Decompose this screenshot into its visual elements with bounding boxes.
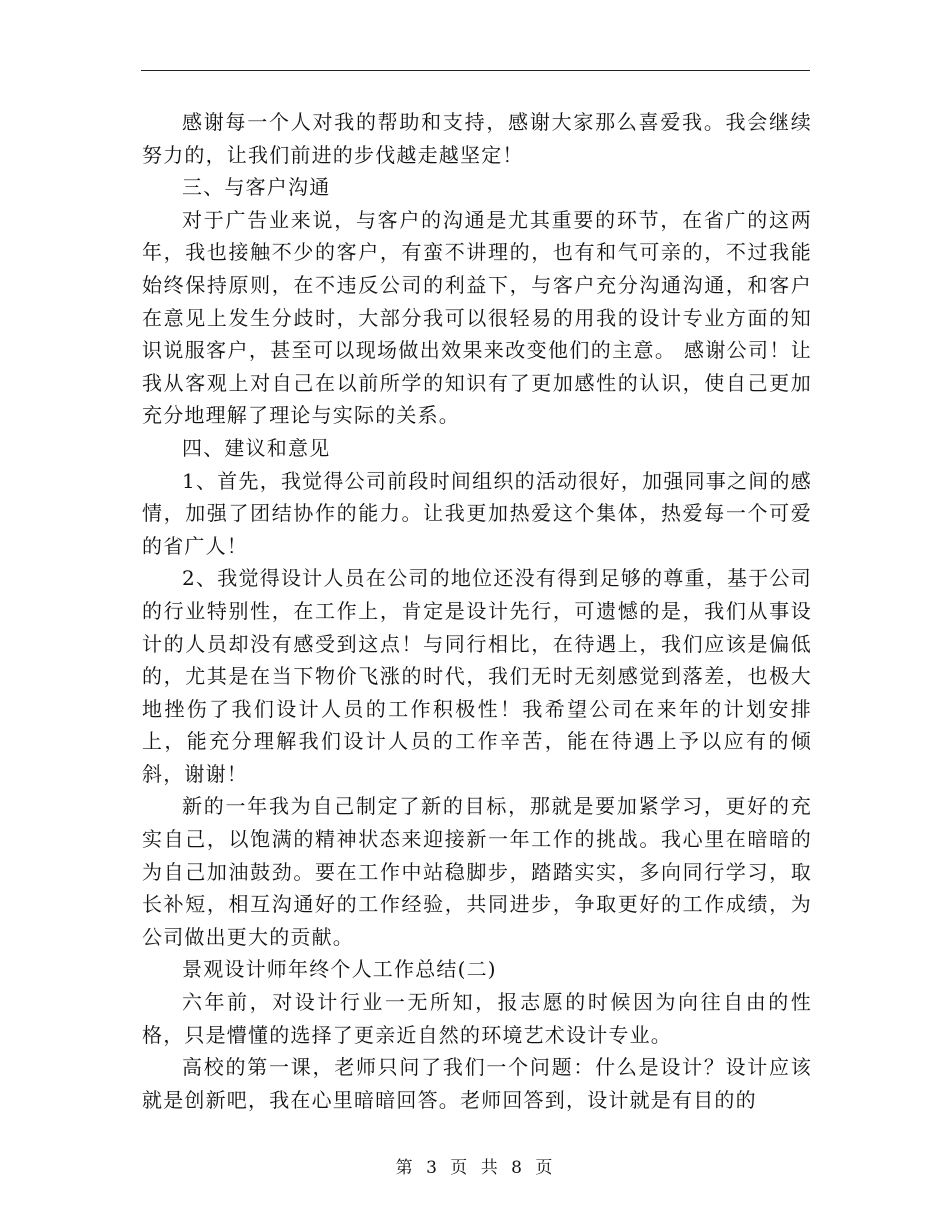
- header-rule: [141, 70, 810, 71]
- page-footer: [0, 1153, 950, 1178]
- section-heading-client-communication: 三、与客户沟通: [182, 175, 331, 200]
- paragraph-first-class: 高校的第一课，老师只问了我们一个问题：什么是设计？设计应该就是创新吧，我在心里暗暗回答。老师回答到，设计就是有目的的: [142, 1055, 812, 1112]
- paragraph-six-years-ago: 六年前，对设计行业一无所知，报志愿的时候因为向往自由的性格，只是懵懂的选择了更亲近自然的环境艺术设计专业。: [142, 990, 812, 1047]
- paragraph-thanks: 感谢每一个人对我的帮助和支持，感谢大家那么喜爱我。我会继续努力的，让我们前进的步伐越走越坚定！: [142, 110, 812, 167]
- paragraph-suggestion-1: 1、首先，我觉得公司前段时间组织的活动很好，加强同事之间的感情，加强了团结协作的能力。让我更加热爱这个集体，热爱每一个可爱的省广人！: [142, 468, 812, 558]
- footer-total-pages: 8: [511, 1158, 524, 1178]
- footer-page-word: 页: [450, 1158, 470, 1178]
- paragraph-suggestion-2: 2、我觉得设计人员在公司的地位还没有得到足够的尊重，基于公司的行业特别性，在工作上，肯定是设计先行，可遗憾的是，我们从事设计的人员却没有感受到这点！与同行相比，在待遇上，我们应该是偏低的，尤其是在当下物价飞涨的时代，我们无时无刻感觉到落差，也极大地挫伤了我们设计人员的工作积极性！我希望公司在来年的计划安排上，能充分理解我们设计人员的工作辛苦，能在待遇上予以应有的倾斜，谢谢！: [142, 566, 812, 786]
- paragraph-client-communication: 对于广告业来说，与客户的沟通是尤其重要的环节，在省广的这两年，我也接触不少的客户，有蛮不讲理的，也有和气可亲的，不过我能始终保持原则，在不违反公司的利益下，与客户充分沟通沟通，和客户在意见上发生分歧时，大部分我可以很轻易的用我的设计专业方面的知识说服客户，甚至可以现场做出效果来改变他们的主意。 感谢公司！让我从客观上对自己在以前所学的知识有了更加感性的认识，使自己更加充分地理解了理论与实际的关系。: [142, 207, 812, 428]
- document-body: [142, 106, 812, 1116]
- footer-current-page: 3: [426, 1158, 439, 1178]
- section-heading-suggestions: 四、建议和意见: [182, 435, 331, 460]
- section-heading-summary-two: 景观设计师年终个人工作总结(二): [182, 957, 497, 982]
- footer-suffix: 页: [535, 1158, 555, 1178]
- footer-prefix: 第: [395, 1158, 415, 1178]
- paragraph-new-year-goals: 新的一年我为自己制定了新的目标，那就是要加紧学习，更好的充实自己，以饱满的精神状态来迎接新一年工作的挑战。我心里在暗暗的为自己加油鼓劲。要在工作中站稳脚步，踏踏实实，多向同行学习，取长补短，相互沟通好的工作经验，共同进步，争取更好的工作成绩，为公司做出更大的贡献。: [142, 794, 812, 949]
- footer-total-word: 共: [480, 1158, 500, 1178]
